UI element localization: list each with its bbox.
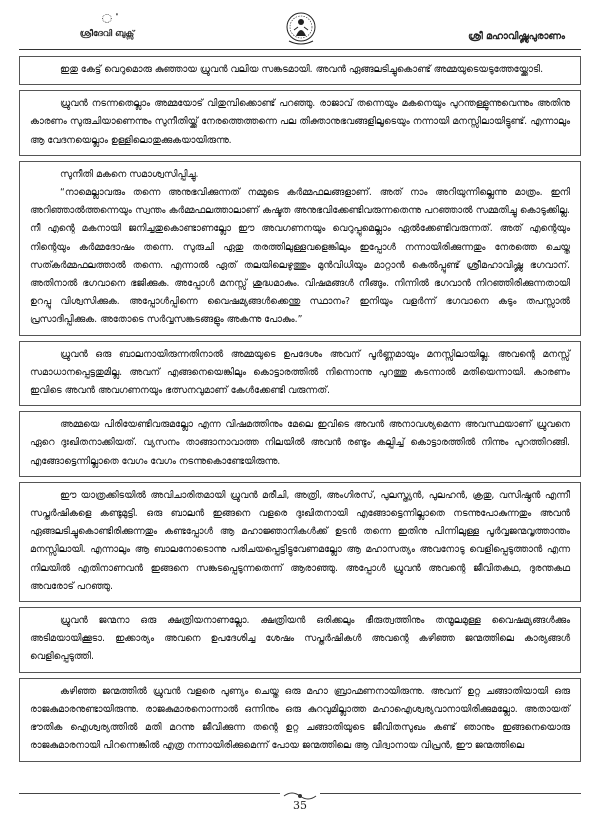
paragraph-box bbox=[19, 341, 581, 407]
header-divider bbox=[19, 49, 581, 50]
page-content bbox=[19, 56, 581, 767]
publisher-name: ശ്രീദേവി ബുക്സ് bbox=[79, 29, 135, 39]
publisher-mark: ൎ bbox=[101, 12, 113, 27]
paragraph: ധ്രുവന്‍ നടന്നതെല്ലാം അമ്മയോട് വിതുമ്പിക്കൊണ്ട് പറഞ്ഞു. രാജാവ് തന്നെയും മകനെയും പുറന്തള്ളുന്നുവെന്നും അതിനു കാരണം സുരുചിയാണെന്നും സുനീതിയ്ക്ക് നേരത്തെത്തന്നെ പല തിക്താനുഭവങ്ങളിലൂടെയും നന്നായി മനസ്സിലായിട്ടുണ്ട്. എന്നാലും ആ വേദനയെല്ലാം ഉള്ളിലൊതുക്കുകയായിരുന്നു. bbox=[30, 98, 570, 146]
paragraph: കഴിഞ്ഞ ജന്മത്തില്‍ ധ്രുവന്‍ വളരെ പുണ്യം ചെയ്ത ഒരു മഹാ ബ്രാഹ്മണനായിരുന്നു. അവന് ഉറ്റ ചങ്ങാതിയായി ഒരു രാജകുമാരനുണ്ടായിരുന്നു. രാജകുമാരനൊന്നാല്‍ ഒന്നിനും ഒരു കുറവുമില്ലാത്ത മഹാഐശ്വര്യവാനായിരിക്കുമല്ലോ. അതായത് ഭൗതിക ഐശ്വര്യത്തില്‍ മതി മറന്നു ജീവിക്കുന്ന തന്റെ ഉറ്റ ചങ്ങാതിയുടെ ജീവിതസുഖം കണ്ട് ഞാനും ഇങ്ങനെയൊരു രാജകുമാരനായി പിറന്നെങ്കില്‍ എത്ര നന്നായിരിക്കുമെന്ന് പോയ ജന്മത്തിലെ ആ വിദ്വാനായ വിപ്രന്‍, ഈ ജന്മത്തിലെ bbox=[30, 685, 570, 752]
page-number: 35 bbox=[293, 799, 307, 812]
paragraph-box bbox=[19, 482, 581, 602]
paragraph: “നാമെല്ലാവരും തന്നെ അനുഭവിക്കുന്നത് നമ്മുടെ കര്‍മ്മഫലങ്ങളാണ്. അത് നാം അറിയുന്നില്ലെന്നു മാത്രം. ഇനി അറിഞ്ഞാല്‍ത്തന്നെയും സ്വന്തം കര്‍മ്മഫലത്താലാണ് കഷ്ടത അനുഭവിക്കേണ്ടിവരുന്നതെന്നു പറഞ്ഞാല്‍ സമ്മതിച്ചു കൊടുക്കില്ല. നീ എന്റെ മകനായി ജനിച്ചതുകൊണ്ടാണല്ലോ ഈ അവഗണനയും വെറുപ്പുമെല്ലാം ഏല്‍ക്കേണ്ടിവരുന്നത്. അത് എന്റെയും നിന്റെയും കര്‍മ്മദോഷം തന്നെ. സുരുചി ഏതു തരത്തിലുള്ളവളെങ്കിലും ഇപ്പോള്‍ നന്നായിരിക്കുന്നതും നേരത്തെ ചെയ്ത സത്കര്‍മ്മഫലത്താല്‍ തന്നെ. എന്നാല്‍ ഏത് തലയിലെഴുത്തും മുന്‍വിധിയും മാറ്റാന്‍ കെല്‍പ്പുണ്ട് ശ്രീമഹാവിഷ്ണു ഭഗവാന്. അതിനാല്‍ ഭഗവാനെ ഭജിക്കുക. അപ്പോള്‍ മനസ്സ് ശുദ്ധമാകും. വിഷമങ്ങള്‍ നീങ്ങും. നിന്നില്‍ ഭഗവാന്‍ നിറഞ്ഞിരിക്കുന്നതായി ഉറപ്പു വിശ്വസിക്കുക. അപ്പോള്‍പ്പിന്നെ വൈഷമ്യങ്ങള്‍ക്കെന്തു സ്ഥാനം? ഇനിയും വളര്‍ന്ന് ഭഗവാനെ കടും തപസ്സാല്‍ പ്രസാദിപ്പിക്കുക. അതോടെ സര്‍വ്വസങ്കടങ്ങളും അകന്നു പോകും.” bbox=[30, 187, 570, 326]
book-title: ശ്രീ മഹാവിഷ്ണുപുരാണം bbox=[468, 31, 565, 42]
paragraph: ഇതു കേട്ട് വെറുമൊരു കുഞ്ഞായ ധ്രുവന്‍ വലിയ സങ്കടമായി. അവന്‍ ഏങ്ങലടിച്ചുകൊണ്ട് അമ്മയുടെയടുത്തേയ്ക്കോടി. bbox=[60, 64, 544, 75]
deity-emblem-icon bbox=[279, 11, 323, 49]
paragraph-box bbox=[19, 90, 581, 156]
paragraph-box bbox=[19, 161, 581, 336]
paragraph: അമ്മയെ പിരിയേണ്ടിവരുമല്ലോ എന്ന വിഷമത്തിനും മേലെ ഇവിടെ അവന്‍ അനാവശ്യമെന്ന അവസ്ഥയാണ് ധ്രുവനെ ഏറെ ദുഃഖിതനാക്കിയത്. വ്യസനം താങ്ങാനാവാത്ത നിലയില്‍ അവന്‍ രണ്ടും കല്പിച്ച് കൊട്ടാരത്തില്‍ നിന്നും പുറത്തിറങ്ങി. എങ്ങോട്ടെന്നില്ലാതെ വേഗം വേഗം നടന്നുകൊണ്ടേയിരുന്നു. bbox=[30, 419, 570, 467]
paragraph-box bbox=[19, 678, 581, 762]
page-footer bbox=[19, 787, 581, 817]
paragraph-box bbox=[19, 607, 581, 673]
paragraph-box bbox=[19, 411, 581, 477]
page bbox=[19, 9, 581, 819]
paragraph: സുനീതി മകനെ സമാശ്വസിപ്പിച്ചു. bbox=[60, 168, 199, 180]
paragraph: ഈ യാത്രക്കിടയില്‍ അവിചാരിതമായി ധ്രുവന്‍ മരീചി, അത്രി, അംഗിരസ്, പുലസ്ത്യന്‍, പുലഹന്‍, ക്രതു, വസിഷ്ഠന്‍ എന്നീ സപ്തര്‍ഷികളെ കണ്ടുമുട്ടി. ഒരു ബാലന്‍ ഇങ്ങനെ വളരെ ദുഃഖിതനായി എങ്ങോട്ടെന്നില്ലാതെ നടന്നുപോകുന്നതും അവന്‍ ഏങ്ങലടിച്ചുകൊണ്ടിരിക്കുന്നതും കണ്ടപ്പോള്‍ ആ മഹാജ്ഞാനികള്‍ക്ക് ഉടന്‍ തന്നെ ഇതിനു പിന്നിലുള്ള പൂര്‍വ്വജന്മവൃത്താന്തം മനസ്സിലായി. എന്നാലും ആ ബാലനോടൊന്നു പരിചയപ്പെട്ടിട്ടുവേണമല്ലോ ആ മഹാസത്യം അവനോടു വെളിപ്പെടുത്താന്‍ എന്ന നിലയില്‍ എതിനാണവന്‍ ഇങ്ങനെ സങ്കടപ്പെടുന്നതെന്ന് ആരാഞ്ഞു. അപ്പോള്‍ ധ്രുവന്‍ അവന്റെ ജീവിതകഥ, ദുരന്തകഥ അവരോട് പറഞ്ഞു. bbox=[30, 489, 570, 592]
page-header bbox=[19, 9, 581, 51]
paragraph: ധ്രുവന്‍ ജന്മനാ ഒരു ക്ഷത്രിയനാണല്ലോ. ക്ഷത്രിയന്‍ ഒരിക്കലും ഭീരുത്വത്തിനും തന്മൂലമുള്ള വൈഷമ്യങ്ങള്‍ക്കും അടിമയായിക്കൂടാ. ഇക്കാര്യം അവനെ ഉപദേശിച്ച ശേഷം സപ്തര്‍ഷികള്‍ അവന്റെ കഴിഞ്ഞ ജന്മത്തിലെ കാര്യങ്ങള്‍ വെളിപ്പെടുത്തി. bbox=[30, 615, 570, 663]
publisher-logo bbox=[67, 13, 147, 41]
paragraph: ധ്രുവന്‍ ഒരു ബാലനായിരുന്നതിനാല്‍ അമ്മയുടെ ഉപദേശം അവന് പൂര്‍ണ്ണമായും മനസ്സിലായില്ല. അവന്റെ മനസ്സ് സമാധാനപ്പെട്ടതുമില്ല. അവന് എങ്ങനെയെങ്കിലും കൊട്ടാരത്തില്‍ നിന്നൊന്നു പുറത്തു കടന്നാല്‍ മതിയെന്നായി. കാരണം ഇവിടെ അവന്‍ അവഗണനയും ഭത്സനവുമാണ് കേള്‍ക്കേണ്ടി വരുന്നത്. bbox=[30, 348, 570, 397]
footer-ornament-icon bbox=[280, 787, 320, 799]
paragraph-box bbox=[19, 56, 581, 85]
